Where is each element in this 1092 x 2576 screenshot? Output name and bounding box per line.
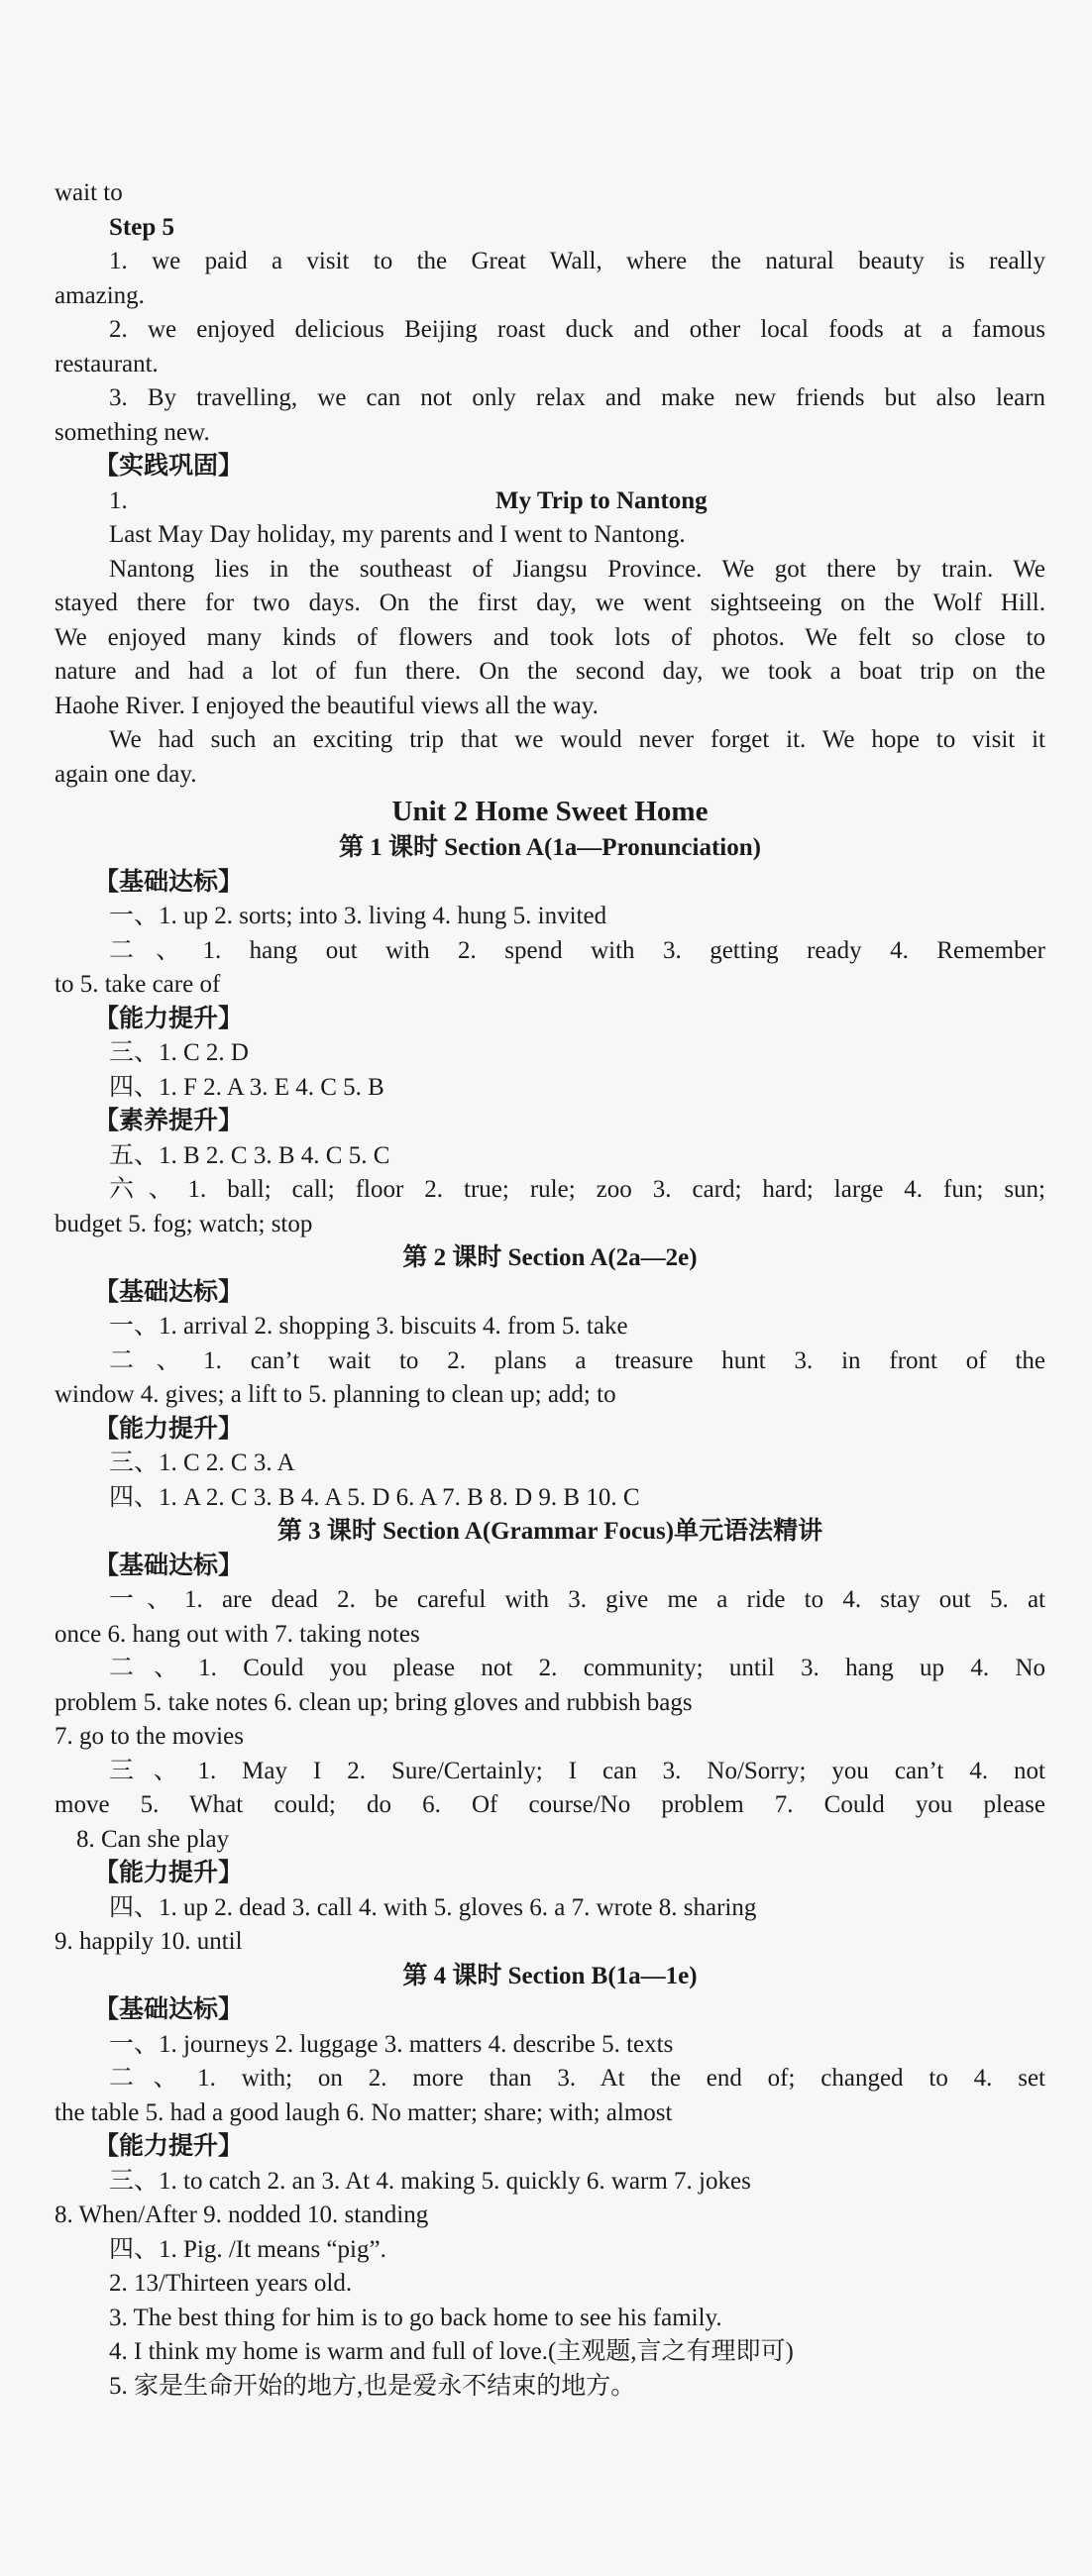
answer-line: 9. happily 10. until (55, 1928, 243, 1955)
answer-line: 三、1. May I 2. Sure/Certainly; I can 3. No/Sorry; you can’t 4. not (109, 1757, 1045, 1784)
unit-title: Unit 2 Home Sweet Home (391, 796, 709, 827)
text-line: amazing. (55, 281, 145, 309)
answer-line: 一、1. journeys 2. luggage 3. matters 4. describe 5. texts (109, 2030, 674, 2058)
essay-line: We enjoyed many kinds of flowers and took lots of photos. We felt so close to (55, 623, 1045, 651)
answer-line: 7. go to the movies (55, 1723, 244, 1750)
lesson-title: 第 3 课时 Section A(Grammar Focus)单元语法精讲 (276, 1518, 823, 1545)
answer-line: move 5. What could; do 6. Of course/No problem 7. Could you please (55, 1791, 1045, 1818)
text-line: something new. (55, 418, 210, 446)
answer-content (55, 176, 1045, 2404)
section-heading-ability: 【能力提升】 (94, 1005, 244, 1032)
answer-line: 一、1. up 2. sorts; into 3. living 4. hung 5. invited (109, 903, 607, 929)
section-heading-basic: 【基础达标】 (94, 868, 244, 896)
lesson-title: 第 2 课时 Section A(2a—2e) (402, 1244, 698, 1271)
answer-line: 五、1. B 2. C 3. B 4. C 5. C (109, 1141, 390, 1169)
answer-line: 5. 家是生命开始的地方,也是爱永不结束的地方。 (109, 2372, 636, 2400)
essay-line: Haohe River. I enjoyed the beautiful views all the way. (55, 692, 599, 719)
answer-line: budget 5. fog; watch; stop (55, 1210, 313, 1237)
answer-line: 三、1. to catch 2. an 3. At 4. making 5. quickly 6. warm 7. jokes (109, 2167, 751, 2195)
answer-line: 四、1. up 2. dead 3. call 4. with 5. gloves 6. a 7. wrote 8. sharing (109, 1893, 757, 1921)
answer-line: 四、1. A 2. C 3. B 4. A 5. D 6. A 7. B 8. D 9. B 10. C (109, 1483, 640, 1511)
answer-line: 三、1. C 2. C 3. A (109, 1449, 295, 1476)
text-line: wait to (55, 179, 123, 206)
section-heading-basic: 【基础达标】 (94, 1996, 244, 2023)
answer-line: once 6. hang out with 7. taking notes (55, 1620, 420, 1648)
answer-line: 8. Can she play (76, 1825, 230, 1853)
answer-line: to 5. take care of (55, 971, 221, 998)
section-heading-quality: 【素养提升】 (94, 1108, 244, 1134)
section-heading-ability: 【能力提升】 (94, 1415, 244, 1443)
essay-title-line (55, 484, 1045, 519)
answer-line: window 4. gives; a lift to 5. planning to clean up; add; to (55, 1381, 616, 1408)
answer-line: 六、1. ball; call; floor 2. true; rule; zoo 3. card; hard; large 4. fun; sun; (109, 1176, 1045, 1203)
text-line: 1. we paid a visit to the Great Wall, where the natural beauty is really (109, 248, 1045, 274)
answer-line: 二、1. Could you please not 2. community; until 3. hang up 4. No (109, 1655, 1045, 1681)
answer-line: 四、1. Pig. /It means “pig”. (109, 2235, 386, 2263)
essay-line: nature and had a lot of fun there. On the second day, we took a boat trip on the (55, 658, 1045, 685)
answer-line: 4. I think my home is warm and full of love.(主观题,言之有理即可) (109, 2338, 794, 2365)
answer-line: the table 5. had a good laugh 6. No matter; share; with; almost (55, 2098, 673, 2126)
essay-number: 1. (109, 486, 128, 514)
section-heading-ability: 【能力提升】 (94, 1860, 244, 1886)
step-heading: Step 5 (109, 213, 174, 241)
essay-line: Nantong lies in the southeast of Jiangsu Province. We got there by train. We (109, 555, 1045, 583)
essay-title: My Trip to Nantong (495, 486, 708, 514)
section-heading-basic: 【基础达标】 (94, 1278, 244, 1306)
answer-line: 二、1. can’t wait to 2. plans a treasure hunt 3. in front of the (109, 1346, 1045, 1374)
answer-line: 3. The best thing for him is to go back home to see his family. (109, 2304, 722, 2331)
text-line: 3. By travelling, we can not only relax and make new friends but also learn (109, 384, 1045, 411)
answer-line: 四、1. F 2. A 3. E 4. C 5. B (109, 1073, 384, 1101)
essay-line: We had such an exciting trip that we would never forget it. We hope to visit it (109, 726, 1045, 753)
answer-line: 二、1. with; on 2. more than 3. At the end of; changed to 4. set (109, 2065, 1045, 2092)
answer-line: 一、1. are dead 2. be careful with 3. give me a ride to 4. stay out 5. at (109, 1586, 1045, 1613)
answer-line: 三、1. C 2. D (109, 1039, 249, 1066)
essay-line: again one day. (55, 760, 197, 788)
answer-line: problem 5. take notes 6. clean up; bring gloves and rubbish bags (55, 1688, 693, 1716)
text-line: restaurant. (55, 350, 159, 377)
answer-line: 二、1. hang out with 2. spend with 3. getting ready 4. Remember (109, 936, 1045, 964)
answer-line: 8. When/After 9. nodded 10. standing (55, 2201, 429, 2228)
section-heading-practice: 【实践巩固】 (94, 453, 244, 480)
answer-line: 一、1. arrival 2. shopping 3. biscuits 4. from 5. take (109, 1313, 628, 1340)
lesson-title: 第 1 课时 Section A(1a—Pronunciation) (339, 834, 761, 861)
section-heading-basic: 【基础达标】 (94, 1552, 244, 1579)
answer-line: 2. 13/Thirteen years old. (109, 2270, 353, 2297)
section-heading-ability: 【能力提升】 (94, 2133, 244, 2160)
lesson-title: 第 4 课时 Section B(1a—1e) (402, 1962, 698, 1989)
essay-line: stayed there for two days. On the first day, we went sightseeing on the Wolf Hill. (55, 590, 1045, 616)
essay-line: Last May Day holiday, my parents and I went to Nantong. (109, 521, 686, 548)
text-line: 2. we enjoyed delicious Beijing roast duck and other local foods at a famous (109, 316, 1045, 343)
